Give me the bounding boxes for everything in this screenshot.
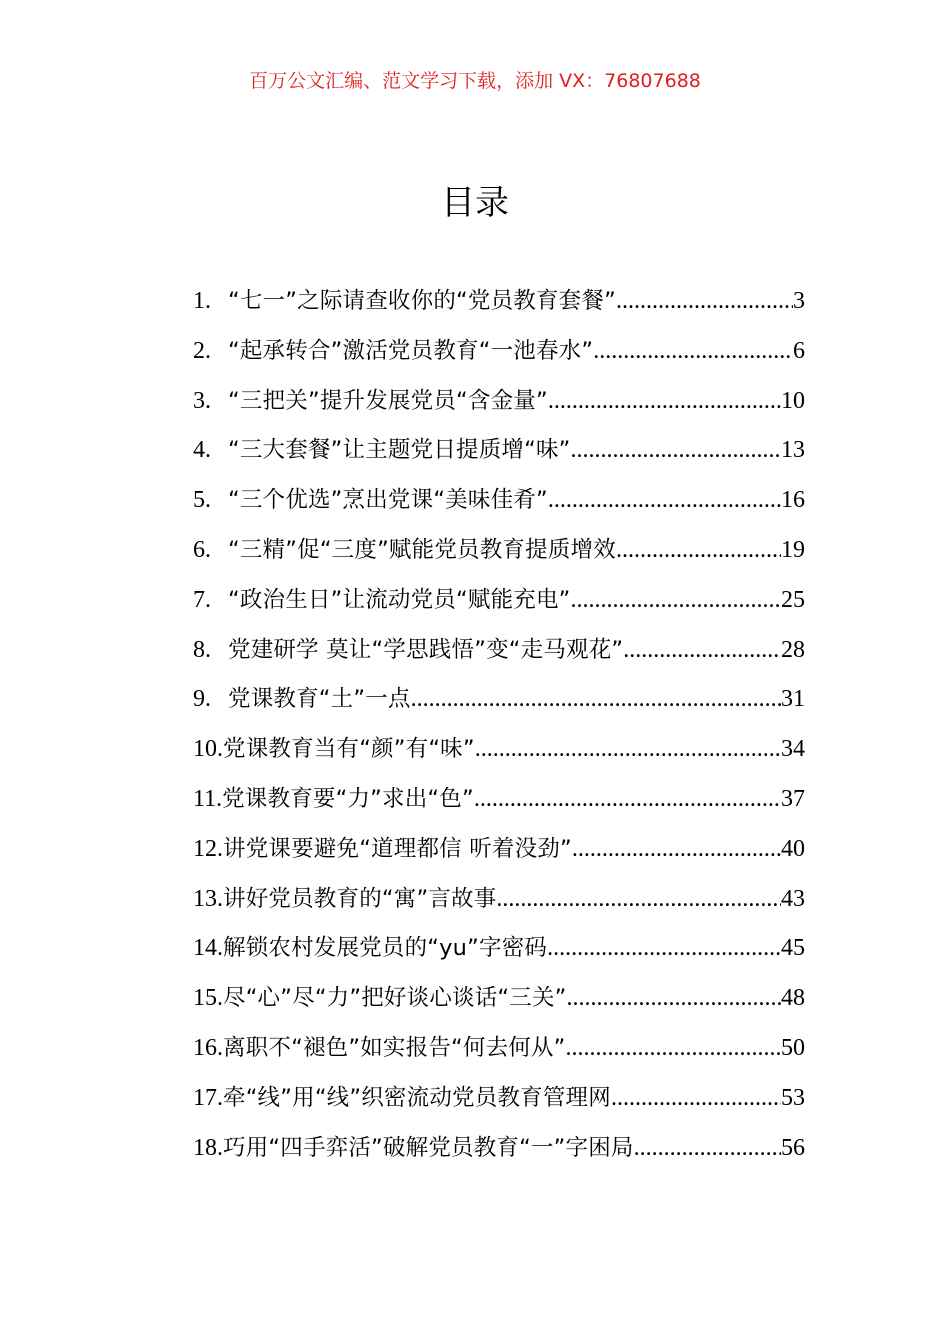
toc-dot-leader <box>566 1024 781 1074</box>
toc-dot-leader <box>634 1124 781 1174</box>
toc-entry-title: 巧用“四手弈活”破解党员教育“一”字困局 <box>223 1134 634 1161</box>
toc-dot-leader <box>593 327 793 377</box>
toc-entry-page: 25 <box>781 586 805 613</box>
toc-entry-page: 50 <box>781 1034 805 1061</box>
toc-entry-title: 讲好党员教育的“寓”言故事 <box>223 885 497 912</box>
toc-entry <box>193 825 805 875</box>
toc-dot-leader <box>611 1074 781 1124</box>
toc-entry-page: 43 <box>781 885 805 912</box>
toc-entry-page: 53 <box>781 1084 805 1111</box>
toc-entry-number: 7. <box>193 586 211 613</box>
toc-entry-page: 56 <box>781 1134 805 1161</box>
toc-entry-number: 5. <box>193 487 211 514</box>
toc-entry <box>193 924 805 974</box>
toc-entry-title: 党课教育要“力”求出“色” <box>222 785 474 812</box>
toc-entry-number: 15. <box>193 985 223 1012</box>
toc-dot-leader <box>616 277 793 327</box>
toc-entry-number: 11. <box>193 785 223 812</box>
toc-entry-title: “起承转合”激活党员教育“一池春水” <box>228 337 594 364</box>
toc-entry-title: 党建研学 莫让“学思践悟”变“走马观花” <box>228 636 624 663</box>
toc-entry-number: 17. <box>193 1084 223 1111</box>
toc-entry <box>193 526 805 576</box>
toc-entry-number: 8. <box>193 636 211 663</box>
toc-dot-leader <box>571 576 781 626</box>
toc-entry <box>193 476 805 526</box>
toc-entry-title: “政治生日”让流动党员“赋能充电” <box>228 586 571 613</box>
toc-entry <box>193 426 805 476</box>
toc-entry-title: “七一”之际请查收你的“党员教育套餐” <box>228 288 616 314</box>
toc-entry-title: 离职不“褪色”如实报告“何去何从” <box>223 1034 566 1061</box>
toc-entry-number: 4. <box>193 437 211 464</box>
toc-entry-page: 37 <box>781 785 805 812</box>
toc-entry-page: 3 <box>793 288 805 314</box>
toc-dot-leader <box>496 875 781 925</box>
toc-entry-page: 48 <box>781 985 805 1012</box>
toc-entry-page: 40 <box>781 835 805 862</box>
toc-entry <box>193 775 805 825</box>
toc-entry-title: “三个优选”烹出党课“美味佳肴” <box>228 487 548 514</box>
toc-entry-number: 6. <box>193 536 211 563</box>
toc-dot-leader <box>547 924 781 974</box>
toc-dot-leader <box>411 675 781 725</box>
toc-entry-page: 13 <box>781 437 805 464</box>
toc-entry-title: 党课教育当有“颜”有“味” <box>223 736 475 763</box>
toc-entry-page: 10 <box>781 387 805 414</box>
toc-entry <box>193 875 805 925</box>
toc-entry-number: 10. <box>193 736 223 763</box>
toc-entry <box>193 1124 805 1174</box>
toc-entry <box>193 1074 805 1124</box>
toc-entry-page: 19 <box>781 536 805 563</box>
toc-entry-number: 12. <box>193 835 223 862</box>
watermark-header: 百万公文汇编、范文学习下载，添加 VX：76807688 <box>249 70 701 92</box>
toc-entry-page: 6 <box>793 337 805 364</box>
toc-dot-leader <box>548 377 781 427</box>
toc-dot-leader <box>623 626 781 676</box>
page-title: 目录 <box>441 183 509 223</box>
toc-entry-number: 18. <box>193 1134 223 1161</box>
toc-entry <box>193 277 805 327</box>
toc-entry-title: “三精”促“三度”赋能党员教育提质增效 <box>228 536 616 563</box>
toc-entry-title: “三大套餐”让主题党日提质增“味” <box>228 437 571 464</box>
toc-entry-title: 解锁农村发展党员的“yu”字密码 <box>223 935 548 962</box>
toc-entry-number: 14. <box>193 935 223 962</box>
toc-dot-leader <box>475 725 781 775</box>
toc-entry-title: 党课教育“土”一点 <box>228 686 411 713</box>
toc-entry <box>193 675 805 725</box>
toc-entry-title: 尽“心”尽“力”把好谈心谈话“三关” <box>223 985 567 1012</box>
toc-entry-number: 3. <box>193 387 211 414</box>
toc-dot-leader <box>572 825 781 875</box>
toc-entry-number: 2. <box>193 337 211 364</box>
toc-dot-leader <box>616 526 781 576</box>
toc-entry-page: 16 <box>781 487 805 514</box>
toc-entry-number: 13. <box>193 885 223 912</box>
toc-dot-leader <box>571 426 781 476</box>
toc-entry-title: “三把关”提升发展党员“含金量” <box>228 387 548 414</box>
toc-entry-title: 讲党课要避免“道理都信 听着没劲” <box>223 835 572 862</box>
toc-entry-number: 9. <box>193 686 211 713</box>
toc-entry-number: 1. <box>193 288 211 314</box>
toc-dot-leader <box>567 974 781 1024</box>
toc-entry <box>193 725 805 775</box>
toc-entry-page: 45 <box>781 935 805 962</box>
toc-entry-title: 牵“线”用“线”织密流动党员教育管理网 <box>223 1084 611 1111</box>
toc-entry-page: 28 <box>781 636 805 663</box>
toc-dot-leader <box>474 775 781 825</box>
toc-entry <box>193 626 805 676</box>
toc-entry-number: 16. <box>193 1034 223 1061</box>
toc-dot-leader <box>548 476 781 526</box>
toc-entry-page: 34 <box>781 736 805 763</box>
toc-entry <box>193 974 805 1024</box>
toc-entry <box>193 377 805 427</box>
toc-entry <box>193 1024 805 1074</box>
table-of-contents <box>193 277 805 1173</box>
toc-entry <box>193 576 805 626</box>
toc-entry-page: 31 <box>781 686 805 713</box>
toc-entry <box>193 327 805 377</box>
